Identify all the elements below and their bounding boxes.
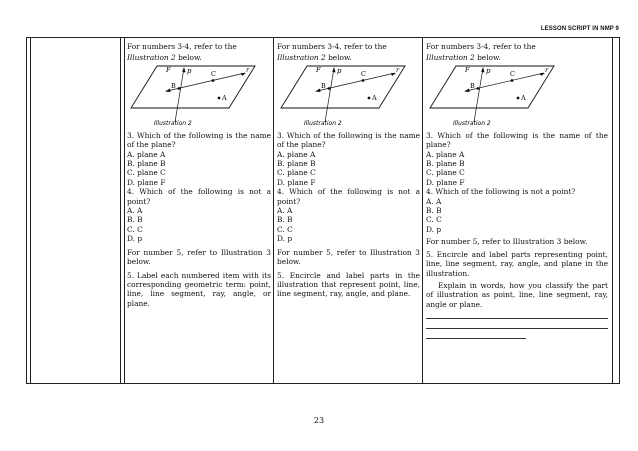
question-5-intro: For number 5, refer to Illustration 3 below. [426, 237, 588, 247]
label-p: p [337, 66, 342, 75]
label-F: F [465, 65, 470, 74]
table-border-inner-right [612, 38, 613, 383]
option: D. plane F [426, 177, 465, 187]
illustration-caption: Illustration 2 [154, 119, 192, 127]
label-C: C [510, 69, 515, 78]
option: B. B [426, 206, 442, 216]
illustration-ref: Illustration 2 [127, 53, 176, 63]
line-p [474, 68, 483, 122]
intro-line-1: For numbers 3-4, refer to the [277, 42, 387, 51]
question-3: 3. Which of the following is the name of the plane? [127, 130, 271, 150]
option: A. plane A [426, 149, 465, 159]
arrow-p-head [481, 67, 484, 72]
label-A: A [521, 93, 526, 102]
column-2 [277, 42, 420, 379]
document-header: LESSON SCRIPT IN NMP 9 [540, 26, 619, 32]
label-r: r [396, 65, 400, 74]
option: A. plane A [127, 149, 166, 159]
point-C [511, 79, 514, 82]
page-number: 23 [313, 416, 325, 425]
intro-suffix: below. [474, 53, 501, 63]
option: C. plane C [277, 168, 316, 178]
arrow-r-tail [315, 88, 321, 92]
illustration-2-diagram [426, 64, 556, 128]
table-border-inner-left [30, 38, 31, 383]
table-column-divider [124, 38, 125, 383]
option: B. B [277, 215, 293, 225]
arrow-r-tail [464, 88, 470, 92]
answer-line[interactable] [426, 330, 526, 339]
point-A [517, 96, 520, 99]
label-C: C [211, 69, 216, 78]
option: A. plane A [277, 149, 316, 159]
label-p: p [187, 66, 192, 75]
point-B [477, 87, 480, 90]
arrow-r-tail [165, 88, 171, 92]
option: B. plane B [127, 159, 166, 169]
option: B. B [127, 215, 143, 225]
label-F: F [166, 65, 171, 74]
option: D. p [127, 234, 143, 244]
illustration-2-diagram [277, 64, 407, 128]
illustration-caption: Illustration 2 [304, 119, 342, 127]
question-5: 5. Encircle and label parts in the illustration that represent point, line, line segment, ray, angle, and plane. [277, 270, 420, 299]
question-4: 4. Which of the following is not a point? [426, 187, 576, 197]
plane-parallelogram [430, 66, 554, 108]
option: C. plane C [127, 168, 166, 178]
point-C [362, 79, 365, 82]
intro-line-1: For numbers 3-4, refer to the [426, 42, 536, 51]
option: D. p [277, 234, 293, 244]
line-p [175, 68, 184, 122]
option: A. A [127, 206, 143, 216]
option: B. plane B [277, 159, 316, 169]
point-B [178, 87, 181, 90]
option: C. C [277, 224, 293, 234]
table-column-divider [120, 38, 121, 383]
column-3 [426, 42, 608, 379]
intro-suffix: below. [175, 53, 202, 63]
option: B. plane B [426, 159, 465, 169]
answer-line[interactable] [426, 320, 608, 329]
label-A: A [372, 93, 377, 102]
question-4: 4. Which of the following is not a point? [277, 187, 420, 206]
question-5-intro: For number 5, refer to Illustration 3 below. [127, 247, 271, 267]
illustration-ref: Illustration 2 [426, 53, 475, 63]
option: A. A [426, 196, 442, 206]
intro-line-2 [277, 53, 420, 62]
illustration-ref: Illustration 2 [277, 53, 326, 63]
option: A. A [277, 206, 293, 216]
point-A [368, 96, 371, 99]
option: D. plane F [127, 177, 166, 187]
illustration-2-diagram [127, 64, 257, 128]
question-3: 3. Which of the following is the name of the plane? [426, 130, 608, 150]
label-p: p [486, 66, 491, 75]
arrow-p-head [332, 67, 335, 72]
option: D. plane F [277, 177, 316, 187]
intro-line-2 [127, 53, 271, 62]
arrow-p-head [182, 67, 185, 72]
point-C [212, 79, 215, 82]
point-B [328, 87, 331, 90]
question-5-intro: For number 5, refer to Illustration 3 below. [277, 247, 420, 267]
label-B: B [321, 81, 326, 90]
option: C. C [426, 215, 442, 225]
plane-parallelogram [131, 66, 255, 108]
line-p [325, 68, 334, 122]
label-C: C [361, 69, 366, 78]
label-F: F [316, 65, 321, 74]
explain-prompt: Explain in words, how you classify the part of illustration as point, line, line segment, ray, angle or plane. [426, 280, 608, 309]
question-5: 5. Encircle and label parts representing point, line, line segment, ray, angle, and plane in the illustration. [426, 249, 608, 278]
point-A [218, 96, 221, 99]
plane-parallelogram [281, 66, 405, 108]
answer-line[interactable] [426, 310, 608, 319]
illustration-caption: Illustration 2 [453, 119, 491, 127]
option: D. p [426, 224, 442, 234]
question-3: 3. Which of the following is the name of the plane? [277, 130, 420, 150]
intro-suffix: below. [325, 53, 352, 63]
label-r: r [545, 65, 549, 74]
table-column-divider [422, 38, 423, 383]
table-column-divider [273, 38, 274, 383]
question-4: 4. Which of the following is not a point? [127, 187, 271, 206]
lesson-table [26, 37, 620, 384]
label-r: r [246, 65, 250, 74]
label-A: A [222, 93, 227, 102]
label-B: B [171, 81, 176, 90]
option: C. plane C [426, 168, 465, 178]
question-5: 5. Label each numbered item with its corresponding geometric term: point, line, line segment, ray, angle, or plane. [127, 270, 271, 308]
label-B: B [470, 81, 475, 90]
intro-line-1: For numbers 3-4, refer to the [127, 42, 237, 51]
option: C. C [127, 224, 143, 234]
intro-line-2 [426, 53, 608, 62]
column-1 [127, 42, 271, 379]
